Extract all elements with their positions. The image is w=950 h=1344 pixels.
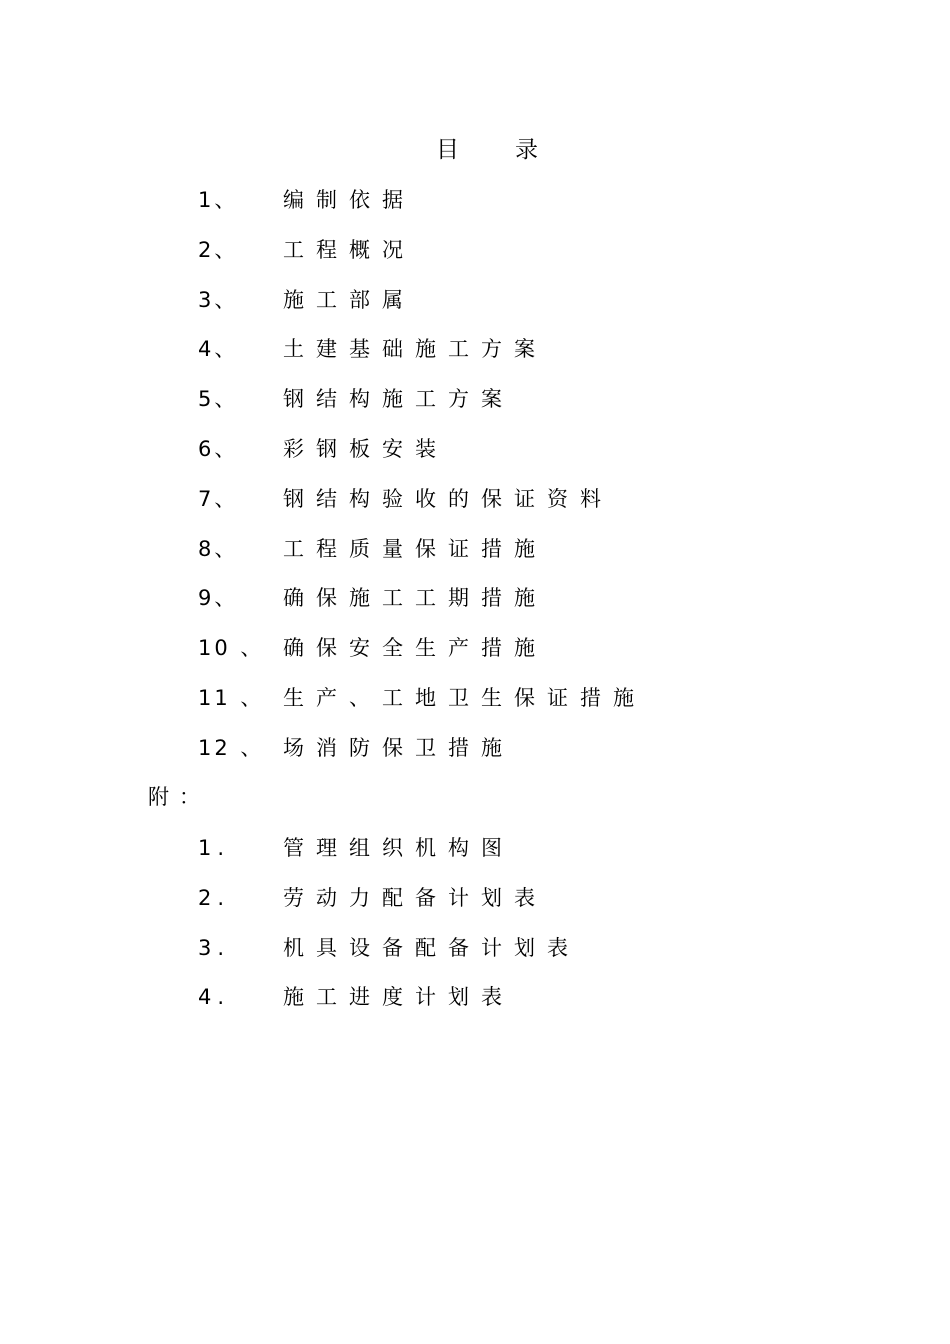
toc-item-number: 12 、 <box>198 735 265 760</box>
toc-item-number: 4、 <box>198 337 239 362</box>
toc-item-9 <box>0 580 950 630</box>
toc-item-number: 2、 <box>198 237 239 262</box>
toc-title-char-2: 录 <box>515 137 538 163</box>
appendix-item-number: 1. <box>198 836 231 860</box>
toc-item-5 <box>0 381 950 431</box>
toc-item-6 <box>0 431 950 481</box>
appendix-item-number: 4. <box>198 985 231 1010</box>
appendix-item-3 <box>0 930 950 980</box>
toc-item-text: 场消防保卫措施 <box>283 735 514 760</box>
toc-item-number: 8、 <box>198 536 239 561</box>
toc-item-3 <box>0 282 950 332</box>
appendix-item-text: 施工进度计划表 <box>283 985 514 1010</box>
appendix-item-1 <box>0 830 950 880</box>
toc-item-11 <box>0 680 950 730</box>
toc-item-text: 施工部属 <box>283 287 415 312</box>
appendix-item-text: 管理组织机构图 <box>283 836 514 860</box>
toc-item-number: 9、 <box>198 586 239 611</box>
appendix-list <box>0 830 950 1029</box>
toc-item-number: 11 、 <box>198 685 265 710</box>
toc-item-number: 5、 <box>198 387 239 412</box>
toc-item-12 <box>0 730 950 780</box>
toc-item-text: 钢结构施工方案 <box>283 387 514 412</box>
toc-item-text: 确保安全生产措施 <box>283 636 547 661</box>
appendix-label: 附： <box>148 785 210 809</box>
appendix-item-text: 机具设备配备计划表 <box>283 935 580 960</box>
toc-item-2 <box>0 232 950 282</box>
toc-item-number: 3、 <box>198 287 239 312</box>
toc-list <box>0 182 950 780</box>
toc-item-text: 确保施工工期措施 <box>283 586 547 611</box>
toc-item-8 <box>0 531 950 581</box>
toc-item-7 <box>0 481 950 531</box>
toc-item-4 <box>0 331 950 381</box>
toc-item-text: 工程质量保证措施 <box>283 536 547 561</box>
toc-title-char-1: 目 <box>436 137 459 163</box>
appendix-item-4 <box>0 979 950 1029</box>
toc-item-text: 土建基础施工方案 <box>283 337 547 362</box>
toc-item-number: 1、 <box>198 188 239 212</box>
toc-item-text: 钢结构验收的保证资料 <box>283 486 613 511</box>
appendix-item-text: 劳动力配备计划表 <box>283 885 547 910</box>
toc-item-text: 生产、工地卫生保证措施 <box>283 685 646 710</box>
toc-item-text: 彩钢板安装 <box>283 436 448 461</box>
appendix-item-2 <box>0 880 950 930</box>
appendix-item-number: 2. <box>198 885 231 910</box>
appendix-item-number: 3. <box>198 935 231 960</box>
toc-title <box>0 132 950 168</box>
toc-item-text: 工程概况 <box>283 237 415 262</box>
toc-item-10 <box>0 630 950 680</box>
toc-item-number: 6、 <box>198 436 239 461</box>
toc-item-text: 编制依据 <box>283 188 415 212</box>
toc-item-number: 7、 <box>198 486 239 511</box>
toc-item-number: 10 、 <box>198 636 265 661</box>
toc-item-1 <box>0 182 950 232</box>
